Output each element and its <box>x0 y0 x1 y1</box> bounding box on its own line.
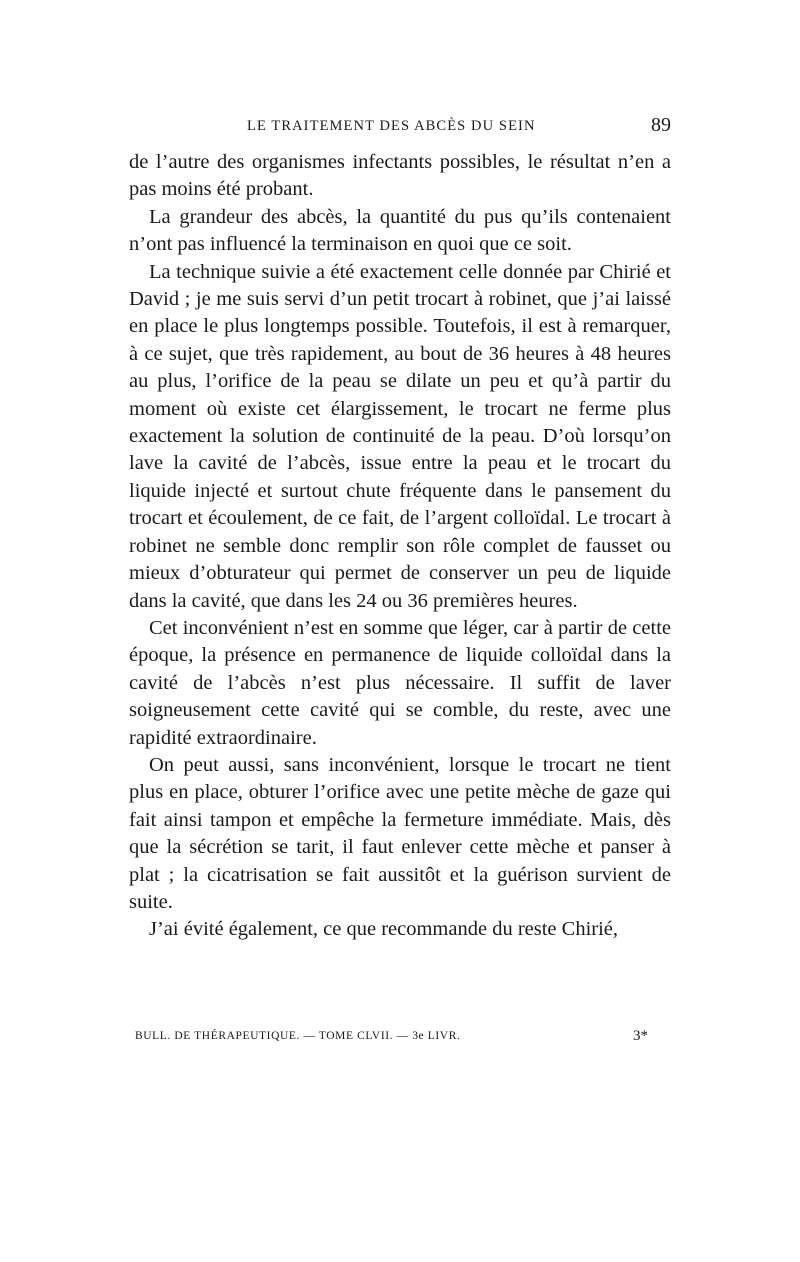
page-header <box>129 114 671 142</box>
paragraph: On peut aussi, sans inconvénient, lorsque le trocart ne tient plus en place, obturer l’orifice avec une petite mèche de gaze qui fait ainsi tampon et empêche la fermeture immédiate. Mais, dès que la sécrétion se tarit, il faut enlever cette mèche et panser à plat ; la cicatrisation se fait aussitôt et la guérison survient de suite. <box>129 753 671 913</box>
paragraph-continued: de l’autre des organismes infectants possibles, le résultat n’en a pas moins été probant. <box>129 151 671 201</box>
paragraph: La technique suivie a été exactement celle donnée par Chirié et David ; je me suis servi d’un petit trocart à robinet, que j’ai laissé en place le plus longtemps possible. Toutefois, il est à remarquer, à ce sujet, que très rapidement, au bout de 36 heures à 48 heures au plus, l’orifice de la peau se dilate un peu et qu’à partir du moment où existe cet élargissement, le trocart ne ferme plus exactement la solution de continuité de la peau. D’où lorsqu’on lave la cavité de l’abcès, issue entre la peau et le trocart du liquide injecté et surtout chute fréquente dans le pansement du trocart et écoulement, de ce fait, de l’argent colloïdal. Le trocart à robinet ne semble donc remplir son rôle complet de fausset ou mieux d’obturateur qui permet de conserver un peu de liquide dans la cavité, que dans les 24 ou 36 premières heures. <box>129 260 671 612</box>
footer-imprint: BULL. DE THÉRAPEUTIQUE. — TOME CLVII. — 3e LIVR. <box>135 1030 461 1042</box>
paragraph: J’ai évité également, ce que recommande du reste Chirié, <box>149 918 619 941</box>
paragraph: Cet inconvénient n’est en somme que léger, car à partir de cette époque, la présence en permanence de liquide colloïdal dans la cavité de l’abcès n’est plus nécessaire. Il suffit de laver soigneusement cette cavité qui se comble, du reste, avec une rapidité extraordinaire. <box>129 616 671 749</box>
paragraph: La grandeur des abcès, la quantité du pus qu’ils contenaient n’ont pas influencé la terminaison en quoi que ce soit. <box>129 205 671 256</box>
running-title: LE TRAITEMENT DES ABCÈS DU SEIN <box>247 118 536 134</box>
page-footer <box>135 1030 648 1050</box>
page-number: 89 <box>651 114 671 136</box>
body-text <box>129 149 671 944</box>
signature-mark: 3* <box>633 1028 648 1044</box>
